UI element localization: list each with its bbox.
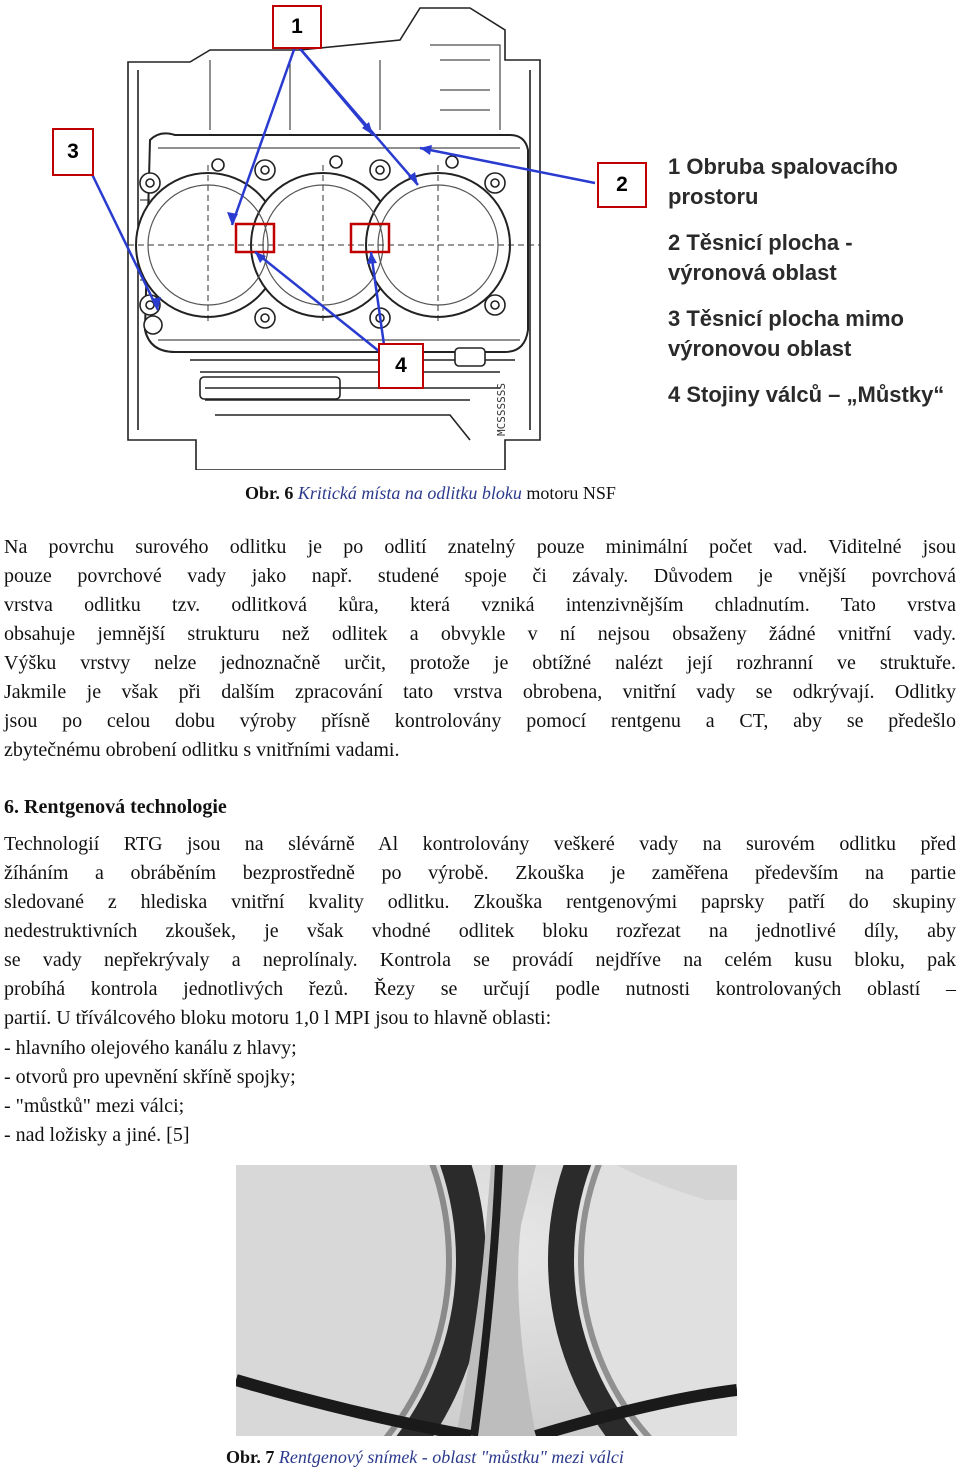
paragraph-line: vrstva odlitku tzv. odlitková kůra, která vzniká intenzivnějším chladnutím. Tato vrstva xyxy=(4,594,956,616)
paragraph-line: zbytečnému obrobení odlitku s vnitřními vadami. xyxy=(4,739,400,761)
paragraph-line: partií. U tříválcového bloku motoru 1,0 l MPI jsou to hlavně oblasti: xyxy=(4,1007,552,1029)
caption-tail: motoru NSF xyxy=(526,483,616,503)
paragraph-1 xyxy=(4,533,956,765)
paragraph-line: se vady nepřekrývaly a neprolínaly. Kontrola se provádí nejdříve na celém kusu bloku, pak xyxy=(4,949,956,971)
list-item: - hlavního olejového kanálu z hlavy; xyxy=(4,1037,297,1059)
paragraph-line: obsahuje jemnější strukturu než odlitek a obvykle v ní nejsou obsaženy žádné vnitřní vady. xyxy=(4,623,956,645)
figure-6-legend xyxy=(668,152,953,426)
list-item: - "můstků" mezi válci; xyxy=(4,1095,185,1117)
paragraph-line: Na povrchu surového odlitku je po odlití znatelný pouze minimální počet vad. Viditelné jsou xyxy=(4,536,956,558)
caption-italic: Rentgenový snímek - oblast "můstku" mezi válci xyxy=(278,1447,624,1467)
paragraph-2 xyxy=(4,830,956,1033)
section-heading: 6. Rentgenová technologie xyxy=(4,796,227,818)
figure-6-caption xyxy=(245,483,616,504)
callout-4: 4 xyxy=(378,343,424,389)
paragraph-line: sledované z hlediska vnitřní kvality odlitku. Zkouška rentgenovými paprsky patří do skupiny xyxy=(4,891,956,913)
caption-italic: Kritická místa na odlitku bloku xyxy=(297,483,522,503)
paragraph-line: probíhá kontrola jednotlivých řezů. Řezy se určují podle nutnosti kontrolovaných oblastí – xyxy=(4,978,956,1000)
figure-6 xyxy=(0,0,960,470)
paragraph-line: pouze povrchové vady jako např. studené spoje či závaly. Důvodem je vnější povrchová xyxy=(4,565,956,587)
area-list xyxy=(4,1034,297,1150)
paragraph-line: žíháním a obráběním bezprostředně po výrobě. Zkouška je zaměřena především na partie xyxy=(4,862,956,884)
caption-label: Obr. 6 xyxy=(245,483,294,503)
list-item: - nad ložisky a jiné. [5] xyxy=(4,1124,190,1146)
legend-item-4: 4 Stojiny válců – „Můstky“ xyxy=(668,382,945,407)
caption-label: Obr. 7 xyxy=(226,1447,275,1467)
block-engraving: MCSSSSSS xyxy=(495,383,508,436)
paragraph-line: jsou po celou dobu výroby přísně kontrolovány pomocí rentgenu a CT, aby se předešlo xyxy=(4,710,956,732)
legend-item-2: 2 Těsnicí plocha - výronová oblast xyxy=(668,230,853,285)
legend-item-3: 3 Těsnicí plocha mimo výronovou oblast xyxy=(668,306,904,361)
list-item: - otvorů pro upevnění skříně spojky; xyxy=(4,1066,296,1088)
xray-image xyxy=(236,1165,737,1436)
figure-7-caption xyxy=(226,1447,624,1468)
callout-3: 3 xyxy=(52,128,94,176)
paragraph-line: Technologií RTG jsou na slévárně Al kontrolovány veškeré vady na surovém odlitku před xyxy=(4,833,956,855)
callout-2: 2 xyxy=(597,162,647,208)
callout-1: 1 xyxy=(272,5,322,49)
paragraph-line: nedestruktivních zkoušek, je však vhodné odlitek bloku rozřezat na jednotlivé díly, aby xyxy=(4,920,956,942)
paragraph-line: Jakmile je však při dalším zpracování tato vrstva obrobena, vnitřní vady se odkrývají. Odlitky xyxy=(4,681,956,703)
paragraph-line: Výšku vrstvy nelze jednoznačně určit, protože je obtížné nalézt její rozhranní ve struktuře. xyxy=(4,652,956,674)
legend-item-1: 1 Obruba spalovacího prostoru xyxy=(668,154,898,209)
